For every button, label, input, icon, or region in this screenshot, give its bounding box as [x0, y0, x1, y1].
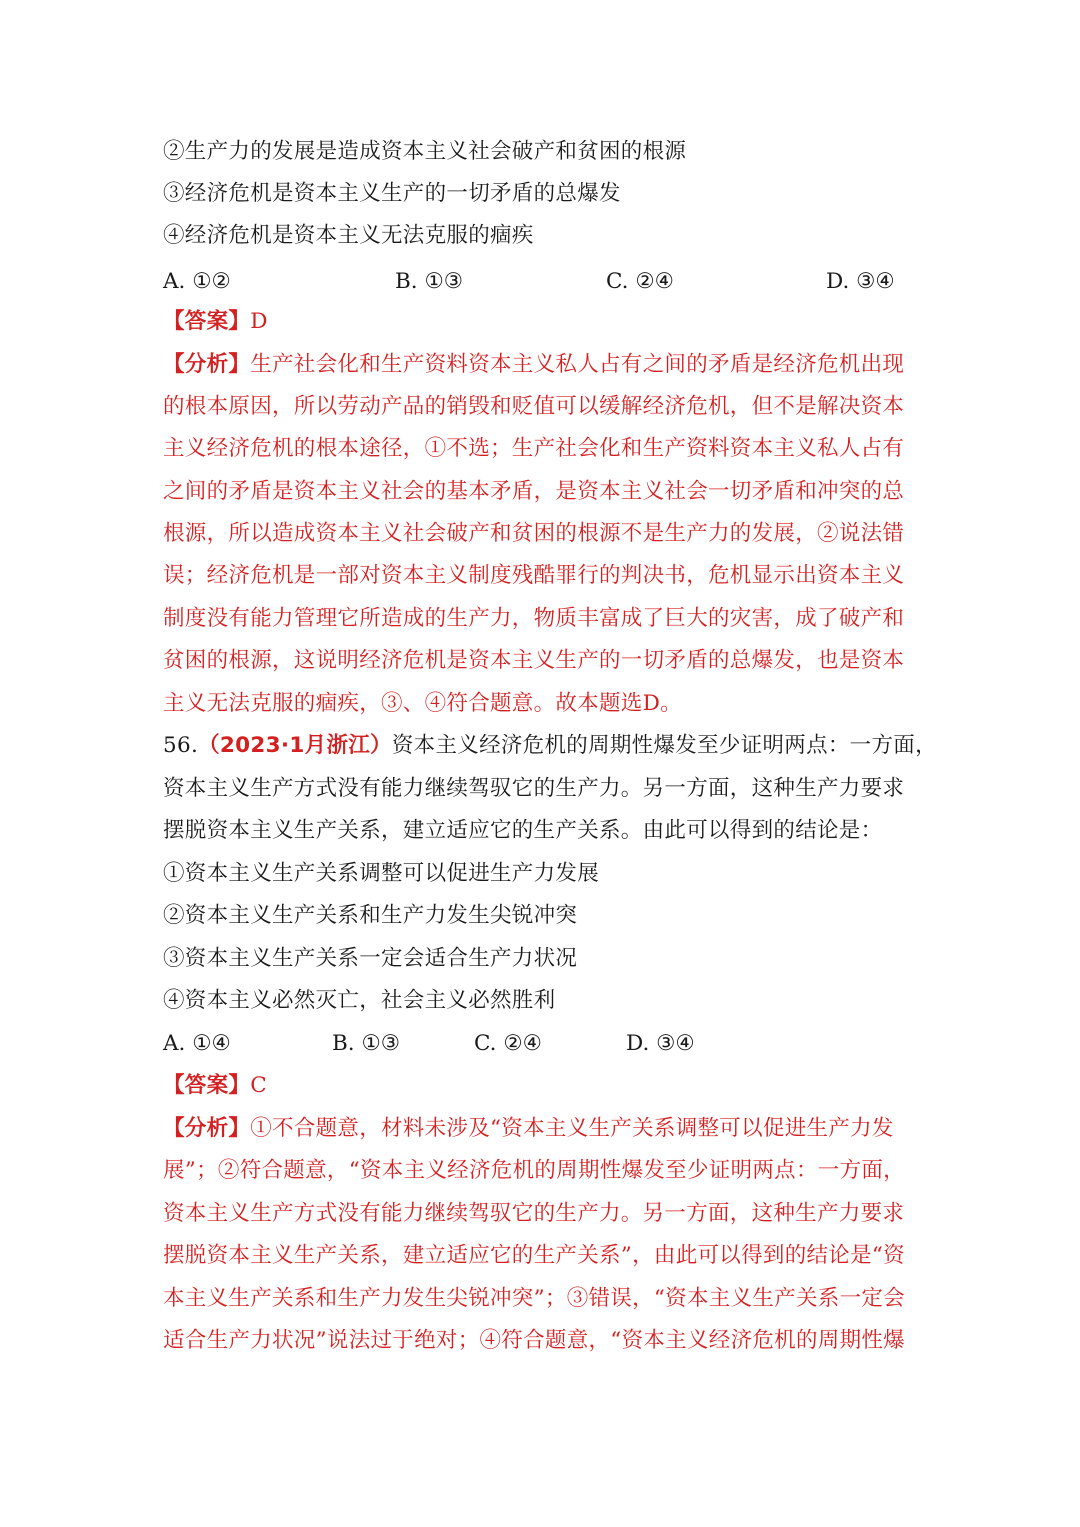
- q55-analysis-line-9: 主义无法克服的痼疾，③、④符合题意。故本题选D。: [163, 691, 682, 716]
- q55-option-b: B. ①③: [395, 269, 464, 294]
- q56-answer: [163, 1071, 267, 1101]
- q56-analysis-line-2: 展”；②符合题意，“资本主义经济危机的周期性爆发至少证明两点：一方面，: [163, 1158, 905, 1183]
- q56-analysis-line-6: 适合生产力状况”说法过于绝对；④符合题意，“资本主义经济危机的周期性爆: [163, 1328, 905, 1353]
- q55-analysis-line-5: 根源，所以造成资本主义社会破产和贫困的根源不是生产力的发展，②说法错: [163, 521, 905, 546]
- q56-option-b: B. ①③: [332, 1031, 401, 1056]
- q55-option-a: A. ①②: [163, 269, 231, 294]
- q56-statement-1: ①资本主义生产关系调整可以促进生产力发展: [163, 861, 600, 886]
- q55-statement-2: ②生产力的发展是造成资本主义社会破产和贫困的根源: [163, 139, 687, 164]
- q56-statement-3: ③资本主义生产关系一定会适合生产力状况: [163, 946, 578, 971]
- q56-statement-2: ②资本主义生产关系和生产力发生尖锐冲突: [163, 903, 578, 928]
- q55-answer-value: D: [250, 309, 268, 334]
- q55-analysis-line-6: 误；经济危机是一部对资本主义制度残酷罪行的判决书，危机显示出资本主义: [163, 563, 905, 588]
- q56-option-c: C. ②④: [474, 1031, 542, 1056]
- q55-analysis-line-2: 的根本原因，所以劳动产品的销毁和贬值可以缓解经济危机，但不是解决资本: [163, 394, 905, 419]
- q56-statement-4: ④资本主义必然灭亡，社会主义必然胜利: [163, 988, 556, 1013]
- q55-analysis-line-4: 之间的矛盾是资本主义社会的基本矛盾，是资本主义社会一切矛盾和冲突的总: [163, 479, 905, 504]
- q56-analysis-line-1: [163, 1114, 894, 1144]
- q55-analysis-text-1: 生产社会化和生产资料资本主义私人占有之间的矛盾是经济危机出现: [250, 352, 905, 377]
- q56-stem-line-3: 摆脱资本主义生产关系，建立适应它的生产关系。由此可以得到的结论是：: [163, 818, 883, 843]
- q56-stem-line-2: 资本主义生产方式没有能力继续驾驭它的生产力。另一方面，这种生产力要求: [163, 776, 905, 801]
- q55-analysis-line-1: [163, 350, 904, 380]
- q55-analysis-line-8: 贫困的根源，这说明经济危机是资本主义生产的一切矛盾的总爆发，也是资本: [163, 648, 905, 673]
- q55-statement-4: ④经济危机是资本主义无法克服的痼疾: [163, 223, 534, 248]
- q56-analysis-tag: 【分析】: [163, 1116, 251, 1141]
- q55-statement-3: ③经济危机是资本主义生产的一切矛盾的总爆发: [163, 181, 621, 206]
- q56-analysis-text-1: ①不合题意，材料未涉及“资本主义生产关系调整可以促进生产力发: [250, 1116, 894, 1141]
- q56-source: （2023·1月浙江）: [198, 733, 392, 758]
- q56-number: 56.: [163, 733, 199, 758]
- q55-option-d: D. ③④: [826, 269, 895, 294]
- q56-answer-value: C: [250, 1073, 267, 1098]
- q55-analysis-line-3: 主义经济危机的根本途径，①不选；生产社会化和生产资料资本主义私人占有: [163, 436, 905, 461]
- q56-analysis-line-3: 资本主义生产方式没有能力继续驾驭它的生产力。另一方面，这种生产力要求: [163, 1201, 905, 1226]
- q55-answer: [163, 307, 268, 337]
- q56-stem-line-1: [163, 731, 937, 761]
- q55-answer-tag: 【答案】: [163, 309, 251, 334]
- q56-option-d: D. ③④: [626, 1031, 695, 1056]
- q55-option-c: C. ②④: [606, 269, 674, 294]
- q56-stem-text-1: 资本主义经济危机的周期性爆发至少证明两点：一方面，: [391, 733, 937, 758]
- q56-analysis-line-5: 本主义生产关系和生产力发生尖锐冲突”；③错误，“资本主义生产关系一定会: [163, 1286, 905, 1311]
- q56-answer-tag: 【答案】: [163, 1073, 251, 1098]
- q55-analysis-tag: 【分析】: [163, 352, 251, 377]
- q56-analysis-line-4: 摆脱资本主义生产关系，建立适应它的生产关系”，由此可以得到的结论是“资: [163, 1243, 905, 1268]
- q55-analysis-line-7: 制度没有能力管理它所造成的生产力，物质丰富成了巨大的灾害，成了破产和: [163, 606, 905, 631]
- q56-option-a: A. ①④: [163, 1031, 231, 1056]
